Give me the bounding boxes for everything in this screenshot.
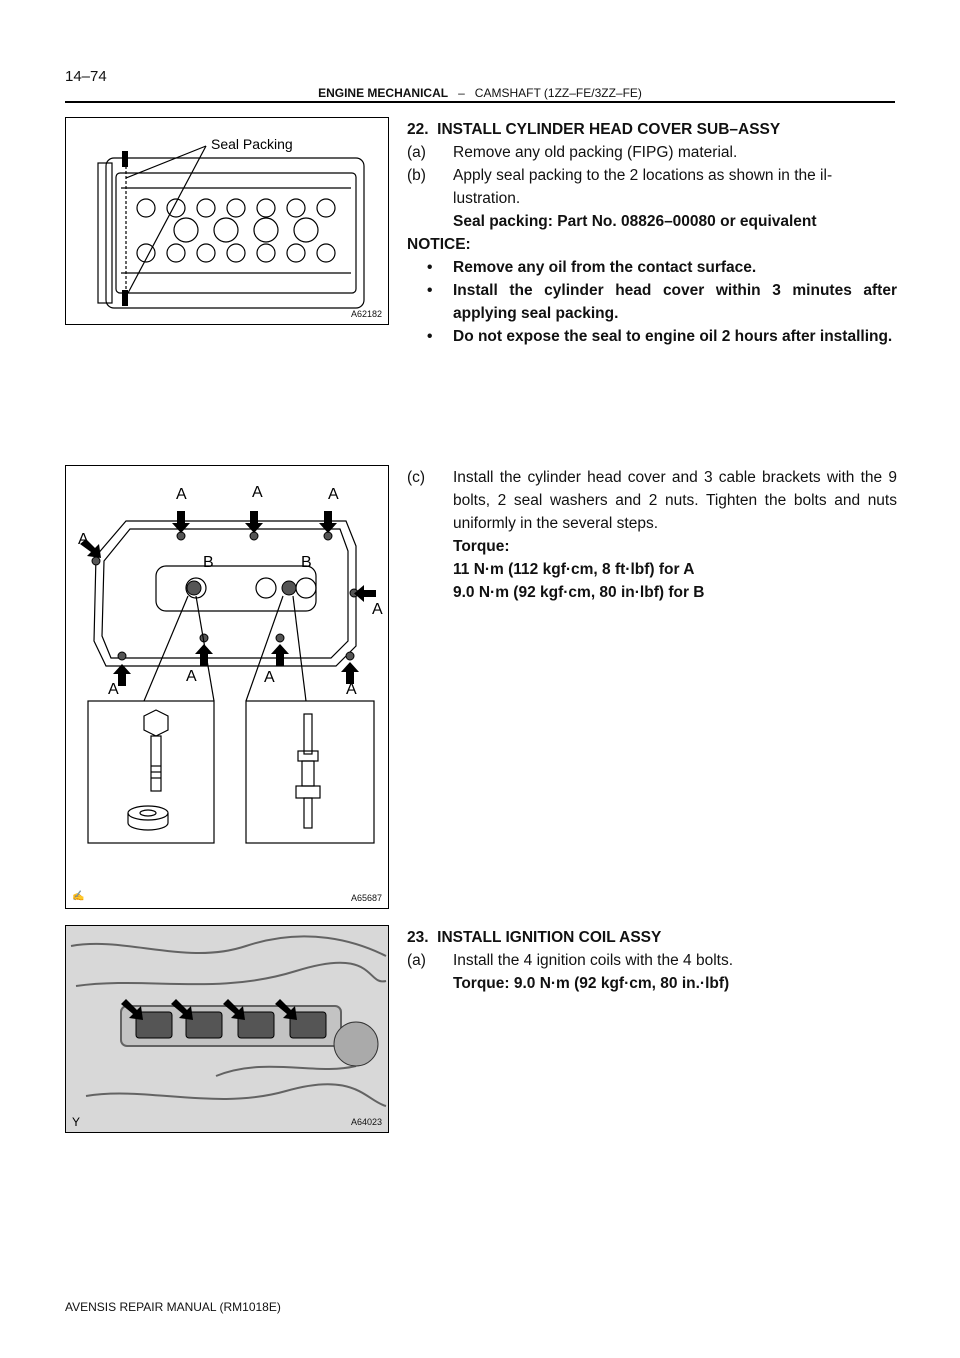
step-22-text [407,118,897,348]
step-22b-cont: lustration. [453,190,521,207]
label-a: A [252,484,263,501]
bullet-text: Do not expose the seal to engine oil 2 hours after installing. [453,328,893,345]
figure-seal-packing [65,117,389,325]
notice-bullet: • Remove any oil from the contact surface. [427,259,757,276]
figure-code: A64023 [350,1117,382,1127]
label-a: A [176,486,187,503]
notice-heading: NOTICE: [407,236,471,253]
pencil-icon: ✍ [72,891,85,902]
torque-b: 9.0 N·m (92 kgf·cm, 80 in·lbf) for B [453,584,705,601]
step-23a [407,949,897,972]
header-subsection: CAMSHAFT (1ZZ–FE/3ZZ–FE) [474,86,642,100]
page-number: 14–74 [65,68,107,85]
seal-packing-label: Seal Packing [211,136,293,152]
seal-packing-spec: Seal packing: Part No. 08826–00080 or equivalent [453,213,817,230]
figure-ignition-coils [65,925,389,1133]
page-header [0,86,960,100]
header-separator: – [458,86,465,100]
step-23-text [407,926,897,995]
label-a: A [186,668,197,685]
step-22c-text [407,466,897,604]
step-label: (a) [407,144,426,161]
step-22-title: 22. INSTALL CYLINDER HEAD COVER SUB–ASSY [407,121,781,138]
label-a: A [264,669,275,686]
figure-code: A65687 [350,893,382,903]
label-a: A [328,486,339,503]
step-23-title: 23. INSTALL IGNITION COIL ASSY [407,929,662,946]
bullet-text: Remove any oil from the contact surface. [453,259,757,276]
engine-bay-photo [66,926,388,1132]
step-label: (b) [407,167,426,184]
step-22b [407,164,897,187]
step-text: Install the 4 ignition coils with the 4 bolts. [453,952,734,969]
figure-corner-mark: Y [72,1115,81,1129]
label-b: B [301,554,312,571]
label-a: A [108,681,119,698]
notice-bullet: • Do not expose the seal to engine oil 2 hours after installing. [427,328,893,345]
head-cover-illustration [66,466,388,908]
cylinder-head-illustration [66,118,388,324]
label-a: A [78,531,89,548]
step-22a [407,141,897,164]
figure-bolt-locations [65,465,389,909]
step-text: Apply seal packing to the 2 locations as shown in the il- [453,167,833,184]
step-22c [407,466,897,535]
step-text: Remove any old packing (FIPG) material. [453,144,738,161]
notice-bullet: • Install the cylinder head cover within 3 minutes after applying seal packing. [427,282,897,322]
figure-code: A62182 [350,309,382,319]
header-section: ENGINE MECHANICAL [318,86,449,100]
torque-spec: Torque: 9.0 N·m (92 kgf·cm, 80 in.·lbf) [453,975,730,992]
torque-label: Torque: [453,538,510,555]
header-rule [65,101,895,103]
page-footer: AVENSIS REPAIR MANUAL (RM1018E) [65,1300,281,1314]
step-label: (a) [407,952,426,969]
torque-a: 11 N·m (112 kgf·cm, 8 ft·lbf) for A [453,561,695,578]
label-a: A [372,601,383,618]
step-label: (c) [407,469,426,486]
bullet-text: Install the cylinder head cover within 3 minutes after applying seal packing. [453,282,897,322]
step-text: Install the cylinder head cover and 3 cable brackets with the 9 bolts, 2 seal washers and 2 nuts. Tighten the bolts and nuts uniformly in the several steps. [453,469,897,532]
label-a: A [346,681,357,698]
label-b: B [203,554,214,571]
